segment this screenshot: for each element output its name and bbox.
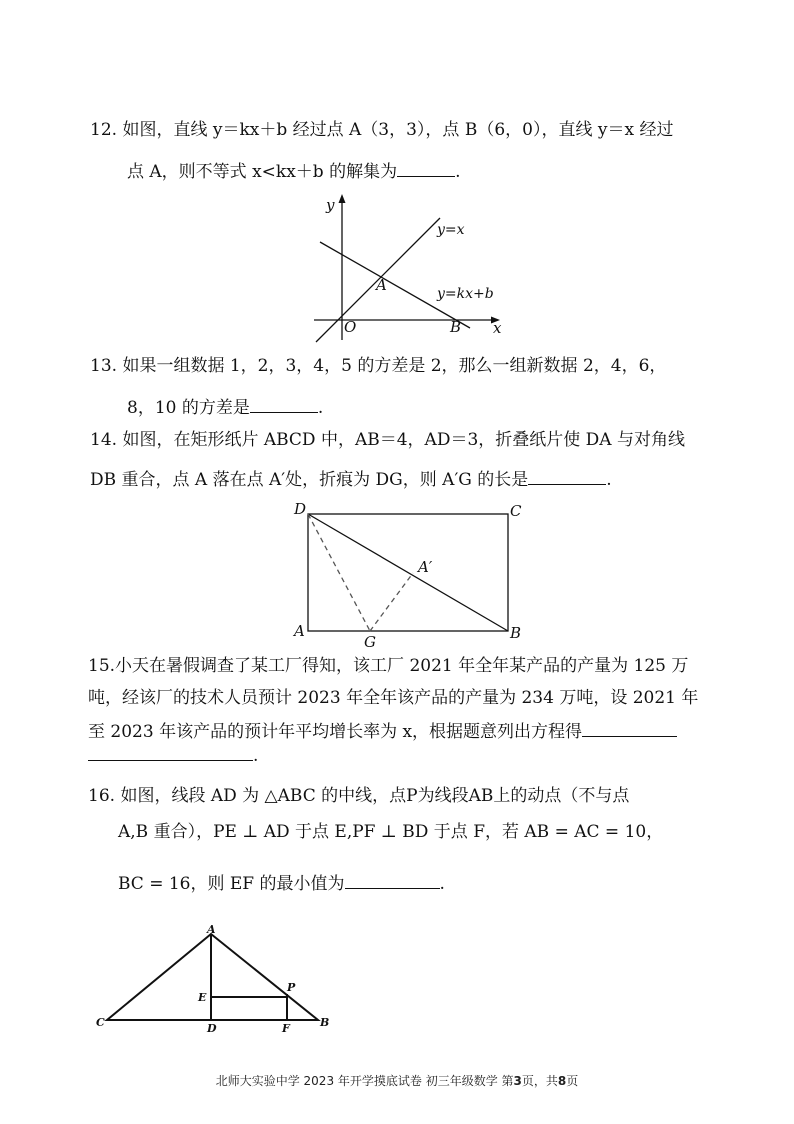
q16-line3 — [118, 870, 445, 896]
q14-line2-text: DB 重合，点 A 落在点 A′处，折痕为 DG，则 A′G 的长是 — [90, 470, 529, 490]
q12-line2-end: . — [455, 162, 461, 182]
footer-text-end: 页 — [566, 1074, 579, 1088]
footer-page-total: 8 — [557, 1074, 567, 1088]
q12-line1: 12. 如图，直线 y＝kx＋b 经过点 A（3，3），点 B（6，0），直线 y＝x 经过 — [90, 120, 674, 140]
footer-text: 北师大实验中学 2023 年开学摸底试卷 初三年级数学 第 — [215, 1074, 514, 1088]
q14-line1: 14. 如图，在矩形纸片 ABCD 中，AB＝4，AD＝3，折叠纸片使 DA 与对角线 — [90, 430, 685, 450]
q13-line1: 13. 如果一组数据 1，2，3，4，5 的方差是 2，那么一组新数据 2，4，6， — [90, 356, 667, 376]
q13-line2-end: . — [317, 398, 324, 418]
q16-line3-text: BC = 16，则 EF 的最小值为 — [118, 874, 345, 894]
label-f: F — [282, 1022, 290, 1035]
q15-answer-blank-1 — [582, 718, 677, 737]
q12-answer-blank — [397, 158, 455, 177]
q16-line1: 16. 如图，线段 AD 为 △ABC 的中线，点P为线段AB上的动点（不与点 — [88, 786, 630, 806]
label-d: D — [207, 1022, 217, 1035]
footer-page-current: 3 — [513, 1074, 522, 1088]
q16-line3-end: . — [439, 874, 445, 894]
label-b: B — [320, 1016, 330, 1029]
q12-line2-text: 点 A，则不等式 x<kx＋b 的解集为 — [127, 162, 398, 182]
q16-line2: A,B 重合），PE ⊥ AD 于点 E,PF ⊥ BD 于点 F，若 AB = AC = 10， — [118, 822, 664, 842]
q13-line2-text: 8，10 的方差是 — [127, 398, 250, 418]
q15-line4-end: . — [253, 746, 259, 766]
diagonal-db — [308, 514, 508, 631]
label-y: y — [326, 196, 335, 214]
label-b: B — [510, 624, 522, 642]
footer-text-middle: 页，共 — [521, 1074, 558, 1088]
label-origin: O — [344, 318, 357, 336]
label-a-prime: A′ — [418, 558, 433, 576]
q12-line2 — [127, 158, 461, 184]
q14-line2 — [90, 466, 612, 492]
q12-figure — [300, 190, 520, 350]
q14-line2-end: . — [606, 470, 612, 490]
label-point-a: A — [376, 276, 387, 294]
q15-answer-blank-2 — [88, 742, 253, 761]
q15-line3-text: 至 2023 年该产品的预计年平均增长率为 x，根据题意列出方程得 — [88, 722, 583, 742]
q14-answer-blank — [528, 466, 606, 485]
y-axis-arrow — [339, 194, 346, 203]
q15-line2: 吨，经该厂的技术人员预计 2023 年全年该产品的产量为 234 万吨，设 2021 年 — [88, 688, 699, 708]
label-d: D — [294, 500, 307, 518]
q13-line2 — [127, 394, 323, 420]
q14-figure — [290, 500, 530, 650]
q15-line3 — [88, 718, 677, 744]
q15-line4 — [88, 742, 258, 768]
label-a: A — [207, 923, 216, 936]
q13-answer-blank — [250, 394, 318, 413]
label-line-y-x: y=x — [437, 222, 465, 238]
label-p: P — [287, 981, 296, 994]
q15-line1: 15.小天在暑假调查了某工厂得知，该工厂 2021 年全年某产品的产量为 125 万 — [88, 656, 689, 676]
label-x: x — [493, 319, 502, 337]
q16-answer-blank — [345, 870, 440, 889]
label-g: G — [364, 633, 376, 650]
q16-figure — [90, 920, 340, 1035]
label-c: C — [96, 1016, 105, 1029]
label-point-b: B — [450, 318, 462, 336]
page-footer — [0, 1072, 794, 1089]
segment-ga-prime — [370, 573, 413, 631]
label-e: E — [198, 991, 207, 1004]
label-a: A — [294, 622, 305, 640]
label-line-y-kx-b: y=kx+b — [437, 286, 494, 302]
label-c: C — [510, 502, 522, 520]
